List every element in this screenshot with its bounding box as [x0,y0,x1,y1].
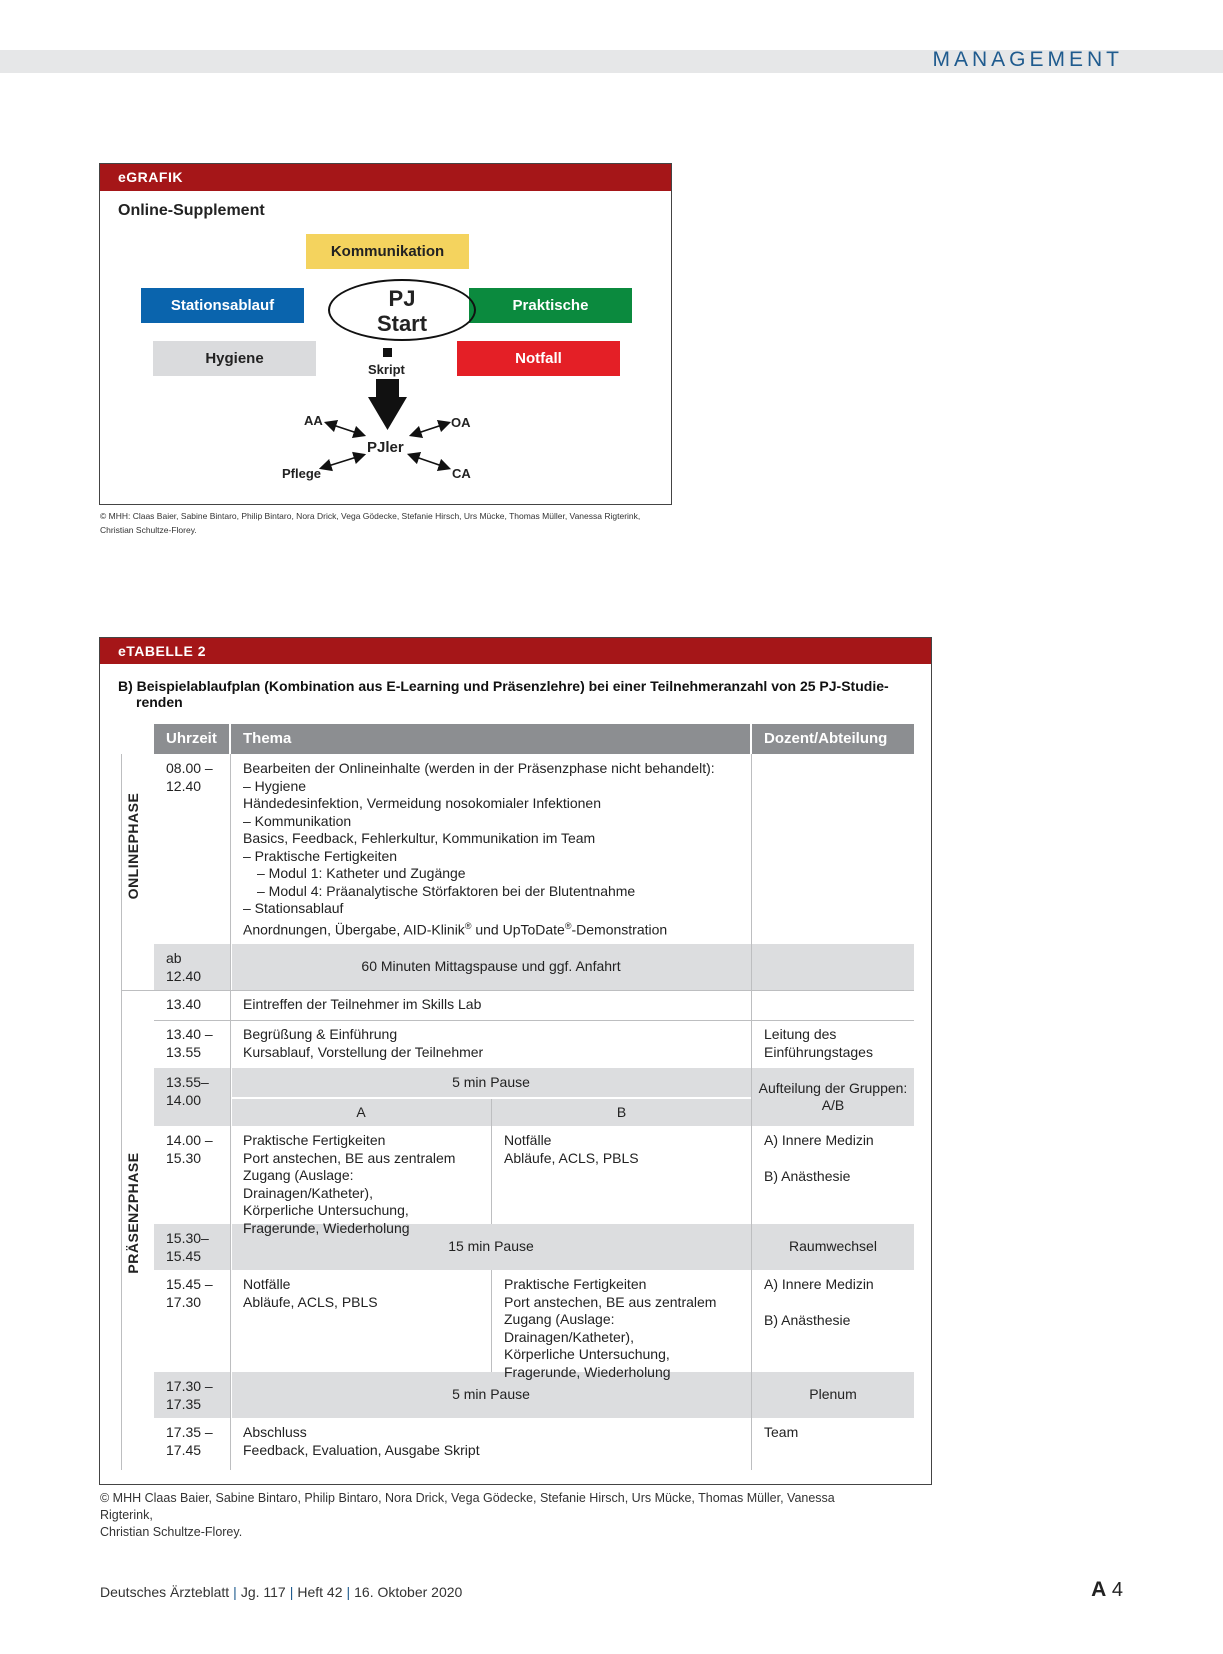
thema-line: Händedesinfektion, Vermeidung nosokomialer Infektionen [243,795,602,811]
copyright-line: Christian Schultze-Florey. [100,1525,243,1539]
thema-line: Körperliche Untersuchung, [243,1202,409,1218]
time-cell [154,1224,230,1271]
thema-line: Port anstechen, BE aus zentralem [243,1149,456,1166]
time-cell [154,1068,230,1115]
time-line: 14.00 – [166,1132,213,1148]
thema-cell [231,1020,751,1067]
col-header-thema: Thema [231,724,750,754]
time-cell [154,1418,230,1465]
thema-line: Fragerunde, Wiederholung [243,1219,410,1236]
thema-line: Begrüßung & Einführung [243,1026,398,1042]
time-cell [154,944,230,991]
label-ca: CA [452,466,471,481]
phase-onlinephase: ONLINEPHASE [125,792,141,900]
dozent-cell [752,1068,914,1126]
time-cell [154,1372,230,1419]
thema-line: Zugang (Auslage: Drainagen/Katheter), [504,1311,634,1345]
thema-line: – Stationsablauf [243,900,344,916]
dozent-line: A) Innere Medizin [764,1276,874,1292]
thema-line: – Modul 4: Präanalytische Störfaktoren bei der Blutentnahme [257,882,636,899]
etabelle-title-line2: renden [136,694,183,710]
time-line: 13.40 – [166,1026,213,1042]
col-header-uhrzeit: Uhrzeit [154,724,229,754]
time-line: 17.45 [166,1441,202,1458]
thema-line: Feedback, Evaluation, Ausgabe Skript [243,1441,480,1458]
time-line: 14.00 [166,1091,202,1108]
time-line: 12.40 [166,777,202,794]
label-skript: Skript [368,362,405,377]
pause-cell: 5 min Pause [452,1386,530,1403]
egrafik-subtitle: Online-Supplement [118,202,265,219]
page-letter: A [1091,1578,1107,1601]
thema-cell: Eintreffen der Teilnehmer im Skills Lab [243,996,482,1012]
pause-cell: 15 min Pause [448,1238,534,1255]
time-line: 17.35 [166,1395,202,1412]
thema-line: Zugang (Auslage: Drainagen/Katheter), [243,1167,373,1201]
thema-line: – Praktische Fertigkeiten [243,847,398,864]
footer-separator: | [289,1584,294,1600]
grid-line [121,754,122,1470]
dozent-line: Einführungstages [764,1043,873,1060]
thema-text: und UpToDate [471,921,565,938]
time-line: 13.55– [166,1074,209,1090]
dozent-cell [752,1126,914,1191]
etabelle-title-line1: B) Beispielablaufplan (Kombination aus E-Learning und Präsenzlehre) bei einer Teilnehmeranzahl von 25 PJ-Studie- [118,678,889,694]
time-line: 12.40 [166,967,202,984]
etabelle-label: eTABELLE 2 [100,638,931,664]
dozent-line: A) Innere Medizin [764,1132,874,1148]
footer-date: 16. Oktober 2020 [354,1584,463,1600]
box-kommunikation: Kommunikation [306,234,469,269]
thema-line: Fragerunde, Wiederholung [504,1363,671,1380]
footer-volume: Jg. 117 [240,1584,286,1600]
pause-cell: 5 min Pause [452,1073,530,1090]
time-line: 17.30 – [166,1378,213,1394]
footer-issue: Heft 42 [297,1584,343,1600]
box-praktische-fertigkeiten: Praktische [469,288,632,323]
etabelle-title [118,678,918,710]
time-line: 15.45 [166,1247,202,1264]
thema-line-last [243,918,739,939]
dozent-cell [752,1020,914,1067]
thema-line: Abläufe, ACLS, PBLS [504,1149,639,1166]
thema-line: Abläufe, ACLS, PBLS [243,1293,378,1310]
time-line: 15.30 [166,1149,202,1166]
time-cell: 13.40 [166,996,202,1012]
thema-line: Notfälle [504,1132,552,1148]
registered-mark: ® [464,920,472,931]
thema-line: Praktische Fertigkeiten [243,1132,386,1148]
time-line: 15.45 – [166,1276,213,1292]
time-cell [154,1270,230,1317]
col-header-dozent: Dozent/Abteilung [752,724,914,754]
footer-separator: | [346,1584,351,1600]
thema-line: Port anstechen, BE aus zentralem [504,1293,717,1310]
thema-line: – Kommunikation [243,812,352,829]
dozent-line: A/B [821,1097,845,1113]
box-stationsablauf: Stationsablauf [141,288,304,323]
group-b-header: B [616,1103,627,1120]
page-number [1091,1578,1123,1602]
egrafik-copyright: © MHH: Claas Baier, Sabine Bintaro, Philip Bintaro, Nora Drick, Vega Gödecke, Stefanie Hirsch, Urs Mücke, Thomas Müller, Vanessa Rigterink, Christian Schultze-Florey. [100,511,641,535]
mittagspause-cell: 60 Minuten Mittagspause und ggf. Anfahrt [361,958,621,975]
thema-line: – Modul 1: Katheter und Zugänge [257,865,466,881]
thema-line: – Hygiene [243,777,307,794]
dozent-line: Aufteilung der Gruppen: [758,1079,908,1096]
dozent-cell: Plenum [809,1386,857,1403]
dozent-line: Leitung des [764,1026,837,1042]
section-title: MANAGEMENT [932,48,1123,71]
footer-separator: | [233,1584,237,1600]
thema-line: Kursablauf, Vorstellung der Teilnehmer [243,1043,484,1060]
label-aa: AA [304,413,323,428]
page-digit: 4 [1111,1579,1123,1601]
label-oa: OA [451,415,471,430]
footer-citation [100,1584,462,1600]
time-line: 15.30– [166,1230,209,1246]
egrafik-label: eGRAFIK [100,164,671,191]
dozent-cell: Team [764,1424,799,1440]
registered-mark: ® [564,920,572,931]
thema-line: Praktische Fertigkeiten [504,1276,647,1292]
time-line: 13.55 [166,1043,202,1060]
time-cell [154,1020,230,1067]
pj-start-line2: Start [376,311,428,336]
group-b-cell [492,1126,751,1173]
egrafik-figure [99,163,672,505]
time-cell [154,1126,230,1173]
label-pjler: PJler [367,439,404,456]
thema-text: -Demonstration [571,921,668,938]
time-line: 08.00 – [166,760,213,776]
thema-cell [231,1418,751,1465]
dozent-line: B) Anästhesie [764,1311,851,1328]
group-b-cell [492,1270,751,1387]
dozent-line: B) Anästhesie [764,1167,851,1184]
thema-line: Basics, Feedback, Fehlerkultur, Kommunikation im Team [243,830,596,846]
thema-line: Notfälle [243,1276,291,1292]
group-a-header: A [356,1103,366,1120]
dozent-cell: Raumwechsel [789,1238,877,1255]
time-line: 17.35 – [166,1424,213,1440]
group-a-cell [231,1270,491,1317]
thema-line: Körperliche Untersuchung, [504,1346,670,1362]
phase-praesenzphase: PRÄSENZPHASE [125,1152,141,1274]
thema-text: Anordnungen, Übergabe, AID-Klinik [243,921,465,938]
copyright-line: © MHH Claas Baier, Sabine Bintaro, Philip Bintaro, Nora Drick, Vega Gödecke, Stefanie Hirsch, Urs Mücke, Thomas Müller, Vanessa Rigterink, [100,1491,835,1522]
dozent-cell [752,1270,914,1335]
footer-journal: Deutsches Ärzteblatt [100,1584,230,1600]
etabelle-2 [99,637,932,1485]
thema-line: Bearbeiten der Onlineinhalte (werden in der Präsenzphase nicht behandelt): [243,760,715,776]
etabelle-copyright [100,1490,880,1541]
box-notfall: Notfall [457,341,620,376]
time-line: ab [166,950,182,966]
box-hygiene: Hygiene [153,341,316,376]
time-cell [154,754,230,801]
thema-cell [231,754,751,945]
pj-start-line1: PJ [388,286,416,311]
time-line: 17.30 [166,1293,202,1310]
label-pflege: Pflege [282,466,322,481]
thema-line: Abschluss [243,1424,307,1440]
